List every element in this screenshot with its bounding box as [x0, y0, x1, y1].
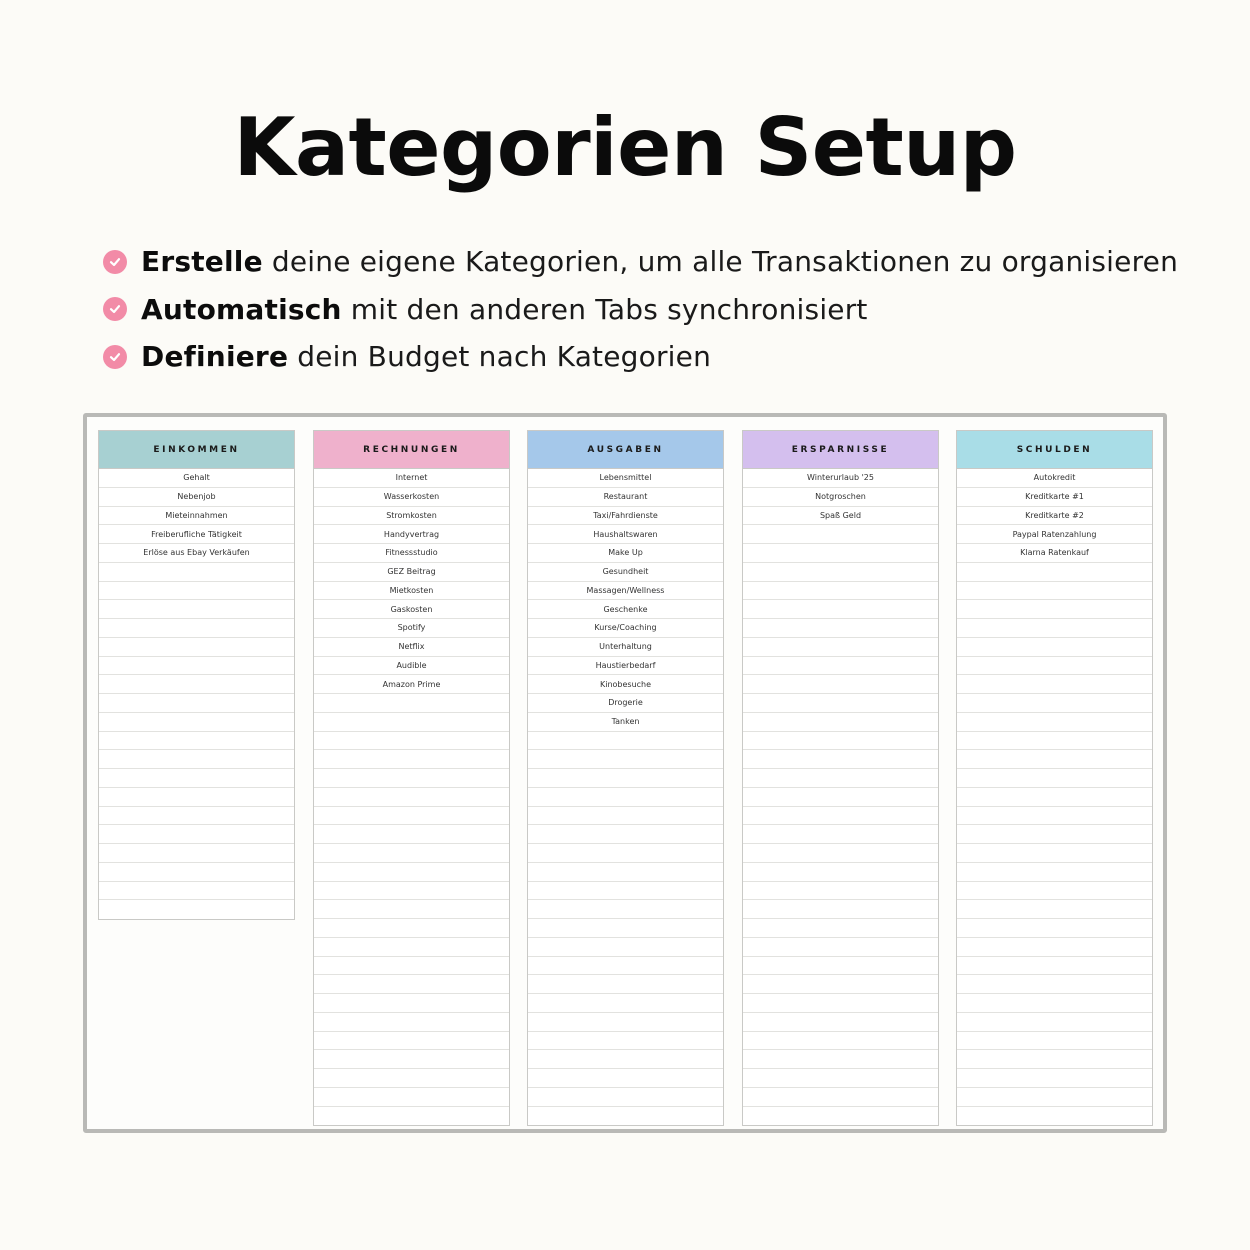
feature-bold: Erstelle — [141, 245, 263, 279]
category-item[interactable]: Make Up — [528, 544, 723, 563]
column-ausgaben — [527, 430, 724, 1126]
empty-category-row[interactable] — [99, 582, 294, 601]
empty-category-row[interactable] — [314, 1088, 509, 1107]
category-item[interactable]: Notgroschen — [743, 488, 938, 507]
category-item[interactable]: Handyvertrag — [314, 525, 509, 544]
empty-category-row[interactable] — [314, 975, 509, 994]
category-item[interactable]: Fitnessstudio — [314, 544, 509, 563]
feature-text — [141, 245, 1178, 278]
empty-category-row[interactable] — [528, 882, 723, 901]
empty-category-row[interactable] — [99, 825, 294, 844]
category-item[interactable]: Kreditkarte #2 — [957, 507, 1152, 526]
check-circle-icon — [103, 297, 127, 321]
category-item[interactable]: Spotify — [314, 619, 509, 638]
empty-category-row[interactable] — [957, 1069, 1152, 1088]
empty-category-row[interactable] — [528, 825, 723, 844]
empty-category-row[interactable] — [957, 750, 1152, 769]
empty-category-row[interactable] — [743, 750, 938, 769]
empty-category-row[interactable] — [957, 582, 1152, 601]
column-rows — [743, 469, 938, 1125]
empty-category-row[interactable] — [743, 882, 938, 901]
empty-category-row[interactable] — [957, 563, 1152, 582]
empty-category-row[interactable] — [743, 919, 938, 938]
empty-category-row[interactable] — [743, 1088, 938, 1107]
empty-category-row[interactable] — [743, 544, 938, 563]
category-item[interactable]: Kreditkarte #1 — [957, 488, 1152, 507]
empty-category-row[interactable] — [957, 600, 1152, 619]
category-item[interactable]: Spaß Geld — [743, 507, 938, 526]
category-item[interactable]: GEZ Beitrag — [314, 563, 509, 582]
empty-category-row[interactable] — [743, 788, 938, 807]
empty-category-row[interactable] — [743, 938, 938, 957]
empty-category-row[interactable] — [528, 957, 723, 976]
category-item[interactable]: Autokredit — [957, 469, 1152, 488]
empty-category-row[interactable] — [314, 919, 509, 938]
column-rechnungen — [313, 430, 510, 1126]
empty-category-row[interactable] — [314, 807, 509, 826]
empty-category-row[interactable] — [99, 657, 294, 676]
empty-category-row[interactable] — [957, 919, 1152, 938]
empty-category-row[interactable] — [528, 1032, 723, 1051]
empty-category-row[interactable] — [528, 975, 723, 994]
empty-category-row[interactable] — [743, 525, 938, 544]
empty-category-row[interactable] — [743, 863, 938, 882]
empty-category-row[interactable] — [957, 1013, 1152, 1032]
category-item[interactable]: Gaskosten — [314, 600, 509, 619]
category-item[interactable]: Mieteinnahmen — [99, 507, 294, 526]
empty-category-row[interactable] — [314, 900, 509, 919]
empty-category-row[interactable] — [957, 882, 1152, 901]
empty-category-row[interactable] — [99, 882, 294, 901]
empty-category-row[interactable] — [314, 769, 509, 788]
category-item[interactable]: Tanken — [528, 713, 723, 732]
empty-category-row[interactable] — [528, 769, 723, 788]
empty-category-row[interactable] — [99, 732, 294, 751]
empty-category-row[interactable] — [314, 844, 509, 863]
category-item[interactable]: Audible — [314, 657, 509, 676]
empty-category-row[interactable] — [743, 769, 938, 788]
empty-category-row[interactable] — [528, 844, 723, 863]
empty-category-row[interactable] — [743, 1032, 938, 1051]
feature-rest: deine eigene Kategorien, um alle Transaktionen zu organisieren — [262, 245, 1179, 279]
empty-category-row[interactable] — [957, 825, 1152, 844]
empty-category-row[interactable] — [957, 957, 1152, 976]
empty-category-row[interactable] — [743, 732, 938, 751]
category-item[interactable]: Winterurlaub '25 — [743, 469, 938, 488]
empty-category-row[interactable] — [528, 1088, 723, 1107]
feature-list — [103, 238, 1178, 381]
empty-category-row[interactable] — [743, 1069, 938, 1088]
empty-category-row[interactable] — [957, 900, 1152, 919]
empty-category-row[interactable] — [99, 769, 294, 788]
empty-category-row[interactable] — [743, 638, 938, 657]
column-header: SCHULDEN — [957, 431, 1152, 469]
empty-category-row[interactable] — [743, 975, 938, 994]
category-item[interactable]: Stromkosten — [314, 507, 509, 526]
category-item[interactable]: Lebensmittel — [528, 469, 723, 488]
feature-rest: dein Budget nach Kategorien — [288, 340, 712, 374]
empty-category-row[interactable] — [528, 919, 723, 938]
empty-category-row[interactable] — [314, 788, 509, 807]
column-rows — [957, 469, 1152, 1125]
empty-category-row[interactable] — [743, 957, 938, 976]
empty-category-row[interactable] — [99, 900, 294, 919]
empty-category-row[interactable] — [99, 713, 294, 732]
column-schulden — [956, 430, 1153, 1126]
category-item[interactable]: Gehalt — [99, 469, 294, 488]
empty-category-row[interactable] — [528, 1069, 723, 1088]
empty-category-row[interactable] — [99, 638, 294, 657]
empty-category-row[interactable] — [99, 807, 294, 826]
check-circle-icon — [103, 345, 127, 369]
empty-category-row[interactable] — [314, 882, 509, 901]
empty-category-row[interactable] — [528, 900, 723, 919]
empty-category-row[interactable] — [314, 825, 509, 844]
empty-category-row[interactable] — [957, 657, 1152, 676]
column-header: ERSPARNISSE — [743, 431, 938, 469]
empty-category-row[interactable] — [528, 1013, 723, 1032]
empty-category-row[interactable] — [314, 1107, 509, 1126]
column-einkommen — [98, 430, 295, 920]
empty-category-row[interactable] — [99, 619, 294, 638]
empty-category-row[interactable] — [957, 975, 1152, 994]
empty-category-row[interactable] — [743, 713, 938, 732]
category-item[interactable]: Paypal Ratenzahlung — [957, 525, 1152, 544]
category-item[interactable]: Internet — [314, 469, 509, 488]
category-item[interactable]: Unterhaltung — [528, 638, 723, 657]
column-header: RECHNUNGEN — [314, 431, 509, 469]
empty-category-row[interactable] — [314, 1069, 509, 1088]
category-item[interactable]: Massagen/Wellness — [528, 582, 723, 601]
feature-item — [103, 286, 1178, 334]
column-rows — [314, 469, 509, 1125]
empty-category-row[interactable] — [314, 994, 509, 1013]
empty-category-row[interactable] — [314, 1050, 509, 1069]
feature-rest: mit den anderen Tabs synchronisiert — [341, 292, 868, 326]
empty-category-row[interactable] — [528, 863, 723, 882]
empty-category-row[interactable] — [99, 750, 294, 769]
empty-category-row[interactable] — [314, 1032, 509, 1051]
empty-category-row[interactable] — [528, 1050, 723, 1069]
feature-text — [141, 340, 711, 373]
empty-category-row[interactable] — [528, 938, 723, 957]
category-item[interactable]: Geschenke — [528, 600, 723, 619]
empty-category-row[interactable] — [743, 825, 938, 844]
empty-category-row[interactable] — [743, 1107, 938, 1126]
empty-category-row[interactable] — [743, 675, 938, 694]
category-item[interactable]: Erlöse aus Ebay Verkäufen — [99, 544, 294, 563]
empty-category-row[interactable] — [99, 863, 294, 882]
empty-category-row[interactable] — [99, 694, 294, 713]
column-header: EINKOMMEN — [99, 431, 294, 469]
empty-category-row[interactable] — [743, 1013, 938, 1032]
empty-category-row[interactable] — [743, 657, 938, 676]
empty-category-row[interactable] — [743, 994, 938, 1013]
empty-category-row[interactable] — [743, 619, 938, 638]
category-item[interactable]: Kurse/Coaching — [528, 619, 723, 638]
empty-category-row[interactable] — [957, 844, 1152, 863]
empty-category-row[interactable] — [957, 938, 1152, 957]
empty-category-row[interactable] — [957, 1050, 1152, 1069]
empty-category-row[interactable] — [743, 582, 938, 601]
empty-category-row[interactable] — [528, 750, 723, 769]
category-item[interactable]: Klarna Ratenkauf — [957, 544, 1152, 563]
category-item[interactable]: Netflix — [314, 638, 509, 657]
empty-category-row[interactable] — [743, 844, 938, 863]
empty-category-row[interactable] — [957, 807, 1152, 826]
empty-category-row[interactable] — [314, 713, 509, 732]
empty-category-row[interactable] — [99, 675, 294, 694]
empty-category-row[interactable] — [957, 675, 1152, 694]
empty-category-row[interactable] — [99, 844, 294, 863]
column-rows — [528, 469, 723, 1125]
category-item[interactable]: Restaurant — [528, 488, 723, 507]
empty-category-row[interactable] — [528, 1107, 723, 1126]
column-ersparnisse — [742, 430, 939, 1126]
category-item[interactable]: Gesundheit — [528, 563, 723, 582]
empty-category-row[interactable] — [957, 788, 1152, 807]
category-item[interactable]: Haushaltswaren — [528, 525, 723, 544]
empty-category-row[interactable] — [743, 694, 938, 713]
feature-item — [103, 333, 1178, 381]
category-item[interactable]: Haustierbedarf — [528, 657, 723, 676]
empty-category-row[interactable] — [957, 619, 1152, 638]
empty-category-row[interactable] — [957, 694, 1152, 713]
empty-category-row[interactable] — [957, 1088, 1152, 1107]
empty-category-row[interactable] — [528, 807, 723, 826]
category-item[interactable]: Nebenjob — [99, 488, 294, 507]
empty-category-row[interactable] — [528, 994, 723, 1013]
category-item[interactable]: Taxi/Fahrdienste — [528, 507, 723, 526]
feature-bold: Automatisch — [141, 292, 342, 326]
empty-category-row[interactable] — [314, 1013, 509, 1032]
empty-category-row[interactable] — [528, 788, 723, 807]
empty-category-row[interactable] — [314, 957, 509, 976]
empty-category-row[interactable] — [957, 1032, 1152, 1051]
category-item[interactable]: Kinobesuche — [528, 675, 723, 694]
empty-category-row[interactable] — [957, 1107, 1152, 1126]
empty-category-row[interactable] — [99, 788, 294, 807]
feature-text — [141, 293, 868, 326]
category-sheet — [83, 413, 1167, 1133]
empty-category-row[interactable] — [957, 994, 1152, 1013]
empty-category-row[interactable] — [743, 1050, 938, 1069]
empty-category-row[interactable] — [743, 563, 938, 582]
empty-category-row[interactable] — [99, 563, 294, 582]
column-header: AUSGABEN — [528, 431, 723, 469]
empty-category-row[interactable] — [957, 638, 1152, 657]
empty-category-row[interactable] — [957, 769, 1152, 788]
category-item[interactable]: Wasserkosten — [314, 488, 509, 507]
category-item[interactable]: Mietkosten — [314, 582, 509, 601]
empty-category-row[interactable] — [743, 900, 938, 919]
feature-item — [103, 238, 1178, 286]
empty-category-row[interactable] — [314, 732, 509, 751]
column-rows — [99, 469, 294, 919]
check-circle-icon — [103, 250, 127, 274]
empty-category-row[interactable] — [314, 750, 509, 769]
page-title: Kategorien Setup — [233, 101, 1017, 194]
category-item[interactable]: Drogerie — [528, 694, 723, 713]
empty-category-row[interactable] — [743, 807, 938, 826]
empty-category-row[interactable] — [314, 863, 509, 882]
empty-category-row[interactable] — [99, 600, 294, 619]
feature-bold: Definiere — [141, 340, 289, 374]
category-item[interactable]: Freiberufliche Tätigkeit — [99, 525, 294, 544]
category-item[interactable]: Amazon Prime — [314, 675, 509, 694]
empty-category-row[interactable] — [743, 600, 938, 619]
empty-category-row[interactable] — [314, 694, 509, 713]
empty-category-row[interactable] — [957, 713, 1152, 732]
empty-category-row[interactable] — [957, 732, 1152, 751]
empty-category-row[interactable] — [957, 863, 1152, 882]
empty-category-row[interactable] — [528, 732, 723, 751]
empty-category-row[interactable] — [314, 938, 509, 957]
